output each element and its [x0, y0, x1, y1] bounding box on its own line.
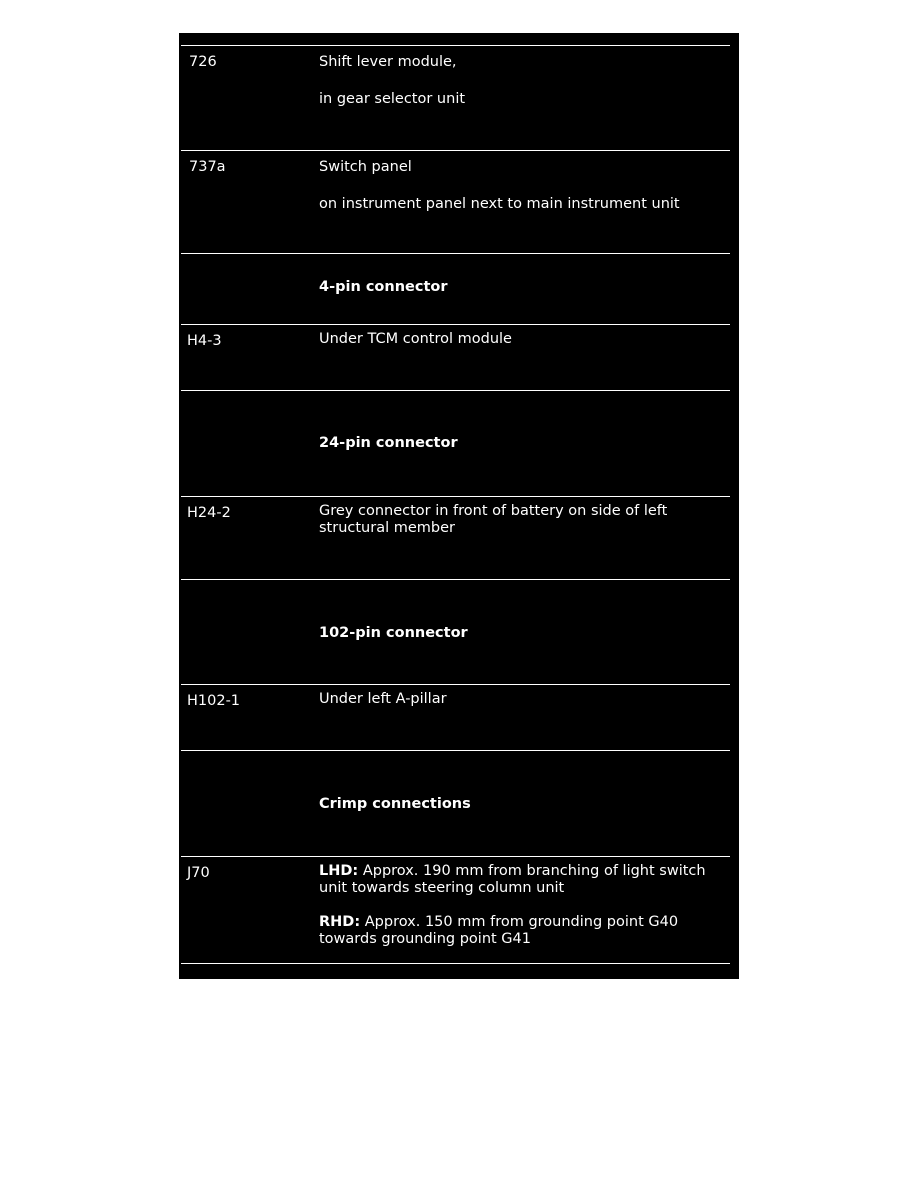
section-heading-row	[181, 253, 730, 324]
section-heading: 102-pin connector	[319, 625, 468, 641]
component-code: 726	[189, 54, 217, 70]
component-description: Under left A-pillar	[319, 691, 447, 707]
component-description: Under TCM control module	[319, 331, 512, 347]
component-code: H24-2	[187, 505, 231, 521]
component-description: Grey connector in front of battery on side of left structural member	[319, 503, 668, 536]
section-heading-row	[181, 750, 730, 856]
section-heading-row	[181, 579, 730, 684]
component-code: H102-1	[187, 693, 241, 709]
component-code: H4-3	[187, 333, 222, 349]
table-row	[181, 496, 730, 579]
table-row	[181, 45, 730, 150]
component-description: Shift lever module, in gear selector unit	[319, 54, 466, 107]
section-heading-row	[181, 390, 730, 496]
table-row	[181, 684, 730, 750]
table-row	[181, 324, 730, 390]
section-heading: 24-pin connector	[319, 435, 458, 451]
section-heading: 4-pin connector	[319, 279, 448, 295]
component-code: J70	[187, 865, 210, 881]
lhd-entry: LHD: Approx. 190 mm from branching of light switch unit towards steering column unit	[319, 863, 706, 896]
table-row	[181, 150, 730, 253]
section-heading: Crimp connections	[319, 796, 471, 812]
component-code: 737a	[189, 159, 226, 175]
component-description	[319, 863, 724, 948]
rhd-entry: RHD: Approx. 150 mm from grounding point G40 towards grounding point G41	[319, 914, 679, 947]
location-table	[179, 33, 739, 979]
component-description: Switch panel on instrument panel next to main instrument unit	[319, 159, 680, 212]
table-row	[181, 856, 730, 964]
